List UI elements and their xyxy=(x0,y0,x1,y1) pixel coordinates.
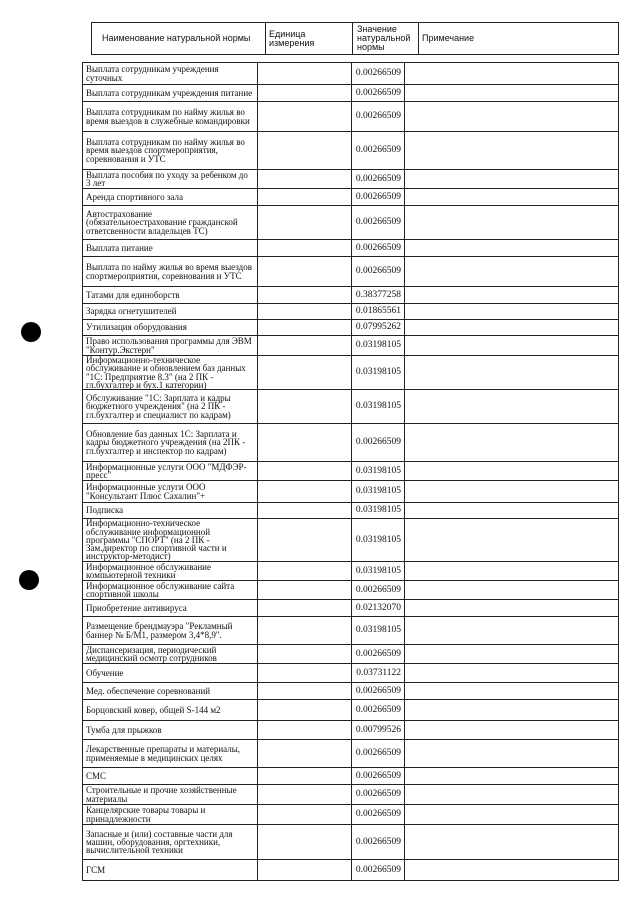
table-row xyxy=(83,785,619,805)
unit-cell xyxy=(258,519,352,562)
unit-cell xyxy=(258,860,352,881)
unit-cell xyxy=(258,462,352,481)
table-row xyxy=(83,424,619,462)
note-cell xyxy=(405,170,619,189)
name-cell: Информационные услуги ООО "Консультант Плюс Сахалин"+ xyxy=(83,481,258,503)
unit-cell xyxy=(258,562,352,581)
unit-cell xyxy=(258,645,352,664)
value-cell: 0.03198105 xyxy=(352,481,405,503)
name-cell: ГСМ xyxy=(83,860,258,881)
name-cell: Выплата питание xyxy=(83,240,258,257)
unit-cell xyxy=(258,390,352,424)
value-cell: 0.38377258 xyxy=(352,287,405,304)
table-row xyxy=(83,825,619,860)
note-cell xyxy=(405,721,619,740)
table-row xyxy=(83,462,619,481)
unit-cell xyxy=(258,320,352,336)
value-cell: 0.03731122 xyxy=(352,664,405,683)
name-cell: Выплата сотрудникам учреждения питание xyxy=(83,85,258,102)
header-table xyxy=(91,22,619,55)
value-cell: 0.00266509 xyxy=(352,683,405,700)
note-cell xyxy=(405,645,619,664)
unit-cell xyxy=(258,132,352,170)
unit-cell xyxy=(258,170,352,189)
table-row xyxy=(83,768,619,785)
value-cell: 0.03198105 xyxy=(352,519,405,562)
unit-cell xyxy=(258,304,352,320)
norms-table xyxy=(82,62,619,881)
unit-cell xyxy=(258,581,352,600)
value-cell: 0.00266509 xyxy=(352,768,405,785)
note-cell xyxy=(405,320,619,336)
note-cell xyxy=(405,257,619,287)
unit-cell xyxy=(258,683,352,700)
value-cell: 0.00799526 xyxy=(352,721,405,740)
table-row xyxy=(83,503,619,519)
note-cell xyxy=(405,825,619,860)
norms-table-body xyxy=(83,63,619,881)
note-cell xyxy=(405,740,619,768)
note-cell xyxy=(405,700,619,721)
name-cell: Борцовский ковер, общей S-144 м2 xyxy=(83,700,258,721)
unit-cell xyxy=(258,356,352,390)
note-cell xyxy=(405,519,619,562)
note-cell xyxy=(405,617,619,645)
unit-cell xyxy=(258,503,352,519)
note-cell xyxy=(405,102,619,132)
header-value-col: Значение натуральной нормы xyxy=(353,23,419,55)
table-row xyxy=(83,240,619,257)
table-row xyxy=(83,562,619,581)
unit-cell xyxy=(258,600,352,617)
unit-cell xyxy=(258,85,352,102)
header-unit-col: Единица измерения xyxy=(266,23,353,55)
table-row xyxy=(83,206,619,240)
value-cell: 0.00266509 xyxy=(352,860,405,881)
note-cell xyxy=(405,356,619,390)
table-row xyxy=(83,805,619,825)
table-row xyxy=(83,581,619,600)
value-cell: 0.00266509 xyxy=(352,645,405,664)
table-row xyxy=(83,304,619,320)
value-cell: 0.03198105 xyxy=(352,462,405,481)
table-row xyxy=(83,700,619,721)
name-cell: Право использования программы для ЭВМ "Контур.Экстерн" xyxy=(83,336,258,356)
value-cell: 0.00266509 xyxy=(352,102,405,132)
note-cell xyxy=(405,85,619,102)
name-cell: Татами для единоборств xyxy=(83,287,258,304)
unit-cell xyxy=(258,700,352,721)
value-cell: 0.00266509 xyxy=(352,257,405,287)
note-cell xyxy=(405,336,619,356)
table-row xyxy=(83,740,619,768)
name-cell: Тумба для прыжков xyxy=(83,721,258,740)
unit-cell xyxy=(258,785,352,805)
value-cell: 0.00266509 xyxy=(352,825,405,860)
note-cell xyxy=(405,600,619,617)
name-cell: Информационные услуги ООО "МДФЭР-пресс" xyxy=(83,462,258,481)
name-cell: Выплата пособия по уходу за ребенком до 3 лет xyxy=(83,170,258,189)
table-row xyxy=(83,721,619,740)
name-cell: Автострахование (обязательноестрахование гражданской ответсвенности владельцев ТС) xyxy=(83,206,258,240)
name-cell: Строительные и прочие хозяйственные материалы xyxy=(83,785,258,805)
value-cell: 0.00266509 xyxy=(352,189,405,206)
name-cell: Выплата сотрудникам по найму жилья во время выездов в служебные командировки xyxy=(83,102,258,132)
header-note-col: Примечание xyxy=(419,23,619,55)
unit-cell xyxy=(258,740,352,768)
unit-cell xyxy=(258,287,352,304)
name-cell: Размещение брендмауэра "Рекламный баннер № Б/М1, размером 3,4*8,9". xyxy=(83,617,258,645)
unit-cell xyxy=(258,102,352,132)
table-row xyxy=(83,336,619,356)
note-cell xyxy=(405,768,619,785)
value-cell: 0.00266509 xyxy=(352,170,405,189)
name-cell: Обновление баз данных 1С: Зарплата и кадры бюджетного учреждения (на 2ПК - гл.бухгалтер и инспектор по кадрам) xyxy=(83,424,258,462)
value-cell: 0.00266509 xyxy=(352,206,405,240)
value-cell: 0.03198105 xyxy=(352,390,405,424)
table-row xyxy=(83,617,619,645)
note-cell xyxy=(405,189,619,206)
name-cell: Обслуживание "1С: Зарплата и кадры бюджетного учреждения" (на 2 ПК - гл.бухгалтер и специалист по кадрам) xyxy=(83,390,258,424)
note-cell xyxy=(405,206,619,240)
table-row xyxy=(83,860,619,881)
note-cell xyxy=(405,562,619,581)
table-row xyxy=(83,481,619,503)
table-row xyxy=(83,390,619,424)
name-cell: Выплата сотрудникам по найму жилья во время выездов спортмероприятия, соревнования и УТС xyxy=(83,132,258,170)
value-cell: 0.00266509 xyxy=(352,63,405,85)
value-cell: 0.00266509 xyxy=(352,581,405,600)
note-cell xyxy=(405,304,619,320)
value-cell: 0.07995262 xyxy=(352,320,405,336)
table-row xyxy=(83,320,619,336)
note-cell xyxy=(405,63,619,85)
value-cell: 0.00266509 xyxy=(352,700,405,721)
note-cell xyxy=(405,503,619,519)
table-row xyxy=(83,519,619,562)
value-cell: 0.03198105 xyxy=(352,617,405,645)
note-cell xyxy=(405,805,619,825)
table-row xyxy=(83,132,619,170)
value-cell: 0.00266509 xyxy=(352,424,405,462)
table-row xyxy=(83,645,619,664)
name-cell: Информационное обслуживание компьютерной техники xyxy=(83,562,258,581)
unit-cell xyxy=(258,825,352,860)
note-cell xyxy=(405,683,619,700)
note-cell xyxy=(405,785,619,805)
name-cell: Выплата сотрудникам учреждения суточных xyxy=(83,63,258,85)
name-cell: Утилизация оборудования xyxy=(83,320,258,336)
punch-hole xyxy=(19,570,39,590)
note-cell xyxy=(405,462,619,481)
header-row xyxy=(92,23,619,55)
name-cell: Диспансеризация, периодический медицинский осмотр сотрудников xyxy=(83,645,258,664)
table-row xyxy=(83,356,619,390)
unit-cell xyxy=(258,768,352,785)
table-row xyxy=(83,63,619,85)
value-cell: 0.03198105 xyxy=(352,356,405,390)
table-row xyxy=(83,102,619,132)
table-row xyxy=(83,189,619,206)
unit-cell xyxy=(258,617,352,645)
unit-cell xyxy=(258,805,352,825)
note-cell xyxy=(405,240,619,257)
table-row xyxy=(83,85,619,102)
name-cell: Информационно-техническое обслуживание и обновлением баз данных "1С: Предприятие 8.3" (на 2 ПК - гл.бухгалтер и бух.1 категории) xyxy=(83,356,258,390)
punch-hole xyxy=(21,322,41,342)
value-cell: 0.01865561 xyxy=(352,304,405,320)
name-cell: Выплата по найму жилья во время выездов спортмероприятия, соревнования и УТС xyxy=(83,257,258,287)
unit-cell xyxy=(258,664,352,683)
name-cell: Мед. обеспечение соревнований xyxy=(83,683,258,700)
value-cell: 0.02132070 xyxy=(352,600,405,617)
unit-cell xyxy=(258,336,352,356)
name-cell: Приобретение антивируса xyxy=(83,600,258,617)
note-cell xyxy=(405,481,619,503)
unit-cell xyxy=(258,240,352,257)
name-cell: Аренда спортивного зала xyxy=(83,189,258,206)
value-cell: 0.00266509 xyxy=(352,785,405,805)
name-cell: Лекарственные препараты и материалы, применяемые в медицинских целях xyxy=(83,740,258,768)
value-cell: 0.00266509 xyxy=(352,85,405,102)
unit-cell xyxy=(258,189,352,206)
value-cell: 0.03198105 xyxy=(352,503,405,519)
value-cell: 0.00266509 xyxy=(352,740,405,768)
note-cell xyxy=(405,581,619,600)
note-cell xyxy=(405,132,619,170)
value-cell: 0.00266509 xyxy=(352,805,405,825)
name-cell: Обучение xyxy=(83,664,258,683)
unit-cell xyxy=(258,257,352,287)
value-cell: 0.00266509 xyxy=(352,240,405,257)
note-cell xyxy=(405,424,619,462)
name-cell: Информационное обслуживание сайта спортивной школы xyxy=(83,581,258,600)
table-row xyxy=(83,683,619,700)
unit-cell xyxy=(258,424,352,462)
unit-cell xyxy=(258,721,352,740)
unit-cell xyxy=(258,481,352,503)
note-cell xyxy=(405,860,619,881)
table-row xyxy=(83,257,619,287)
value-cell: 0.03198105 xyxy=(352,562,405,581)
note-cell xyxy=(405,664,619,683)
table-row xyxy=(83,170,619,189)
table-row xyxy=(83,287,619,304)
value-cell: 0.03198105 xyxy=(352,336,405,356)
name-cell: Канцелярские товары товары и принадлежности xyxy=(83,805,258,825)
unit-cell xyxy=(258,206,352,240)
name-cell: Подписка xyxy=(83,503,258,519)
name-cell: Информационно-техническое обслуживание информационной программы "СПОРТ" (на 2 ПК - Зам.директор по спортивной части и инструктор-методист) xyxy=(83,519,258,562)
note-cell xyxy=(405,287,619,304)
table-row xyxy=(83,600,619,617)
unit-cell xyxy=(258,63,352,85)
name-cell: СМС xyxy=(83,768,258,785)
header-name-col: Наименование натуральной нормы xyxy=(92,23,266,55)
name-cell: Запасные и (или) составные части для машин, оборудования, оргтехники, вычислительной техники xyxy=(83,825,258,860)
value-cell: 0.00266509 xyxy=(352,132,405,170)
name-cell: Зарядка огнетушителей xyxy=(83,304,258,320)
table-row xyxy=(83,664,619,683)
note-cell xyxy=(405,390,619,424)
